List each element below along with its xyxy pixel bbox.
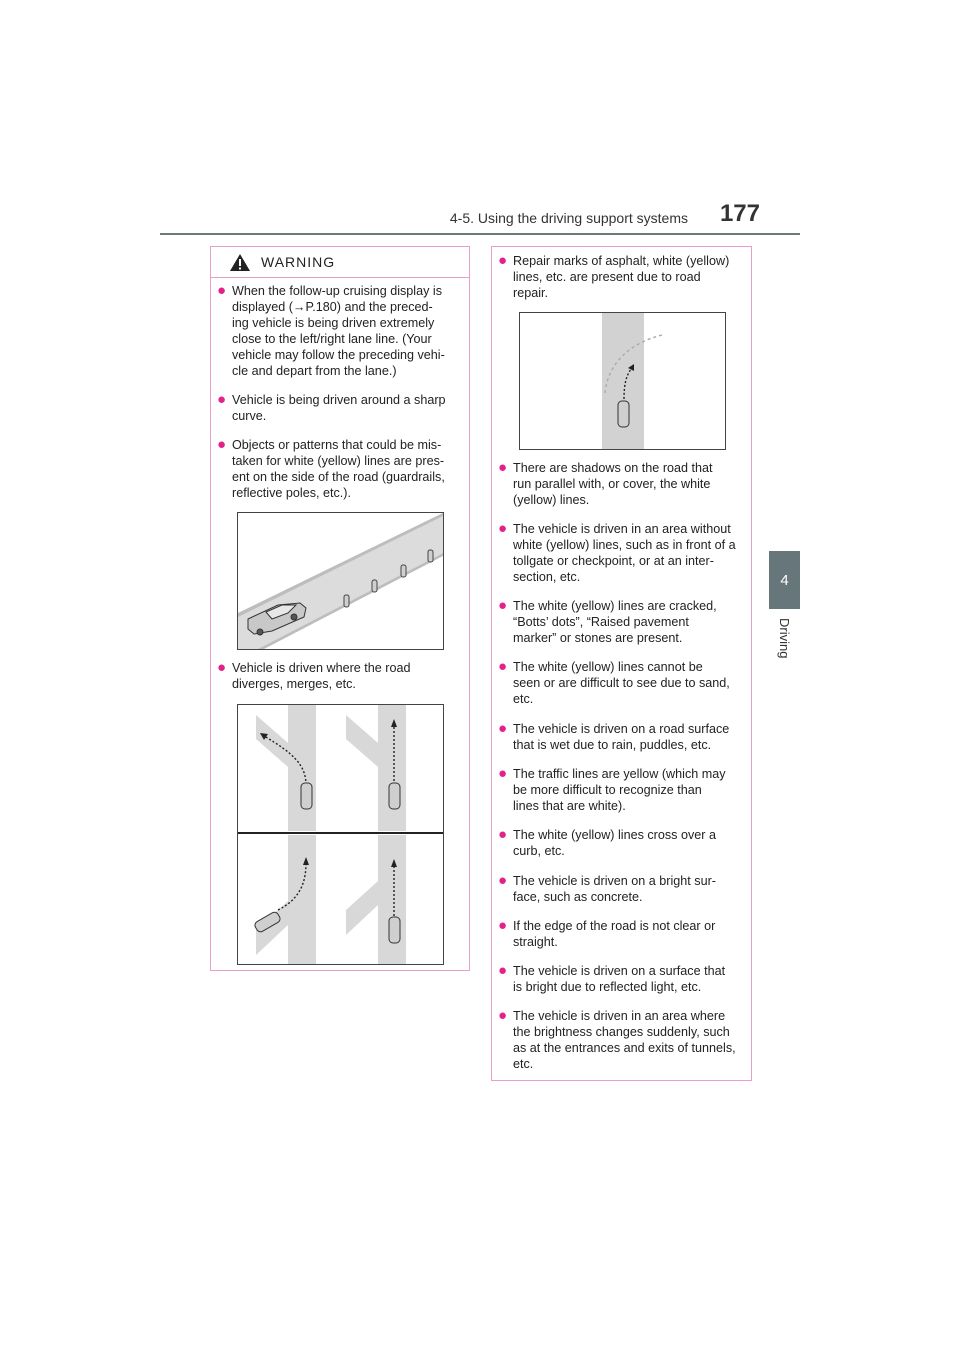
reflective-poles-figure: [237, 512, 444, 650]
car-icon: [618, 401, 629, 427]
condition-item-text: The white (yellow) lines cannot be seen or are difficult to see due to sand, etc.: [513, 660, 730, 706]
condition-item: [498, 721, 748, 753]
condition-item-text: The white (yellow) lines cross over a curb, etc.: [513, 828, 716, 858]
repair-marks-figure: [519, 312, 726, 450]
condition-item-text: If the edge of the road is not clear or straight.: [513, 919, 716, 949]
condition-item: [498, 460, 748, 508]
bullet-icon: ●: [498, 826, 508, 843]
condition-item: [498, 253, 748, 301]
condition-item: [498, 963, 748, 995]
condition-item-text: The vehicle is driven in an area without white (yellow) lines, such as in front of a tollgate or checkpoint, or at an inter- section, etc.: [513, 522, 736, 584]
page-number: 177: [719, 200, 760, 227]
bullet-icon: ●: [498, 962, 508, 979]
warning-item-text: Objects or patterns that could be mis- taken for white (yellow) lines are pres- ent on the side of the road (guardrails, reflective poles, etc.).: [232, 438, 445, 500]
condition-item: [498, 918, 748, 950]
condition-item-text: The vehicle is driven on a road surface that is wet due to rain, puddles, etc.: [513, 722, 730, 752]
chapter-tab: [769, 551, 800, 609]
chapter-label: Driving: [777, 618, 792, 659]
condition-item: [498, 659, 748, 707]
condition-item-text: The vehicle is driven on a bright sur- face, such as concrete.: [513, 874, 716, 904]
condition-item-text: The vehicle is driven in an area where the brightness changes suddenly, such as at the entrances and exits of tunnels, etc.: [513, 1009, 736, 1071]
warning-triangle-icon: [229, 253, 251, 272]
warning-item: [217, 437, 467, 501]
chapter-label-box: [776, 618, 792, 668]
warning-item: [217, 660, 467, 692]
bullet-icon: ●: [498, 252, 508, 269]
warning-item: [217, 392, 467, 424]
warning-item: [217, 283, 467, 379]
conditions-box: [491, 246, 752, 1081]
bullet-icon: ●: [498, 597, 508, 614]
section-title: 4-5. Using the driving support systems: [449, 210, 688, 226]
condition-item: [498, 1008, 748, 1072]
bullet-icon: ●: [498, 520, 508, 537]
warning-header: [211, 247, 469, 278]
bullet-icon: ●: [498, 917, 508, 934]
condition-item-text: The white (yellow) lines are cracked, “Botts’ dots”, “Raised pavement marker” or stones are present.: [513, 599, 717, 645]
diverge-merge-figure: [237, 704, 444, 965]
condition-item-text: There are shadows on the road that run parallel with, or cover, the white (yellow) lines.: [513, 461, 713, 507]
condition-item: [498, 521, 748, 585]
bullet-icon: ●: [498, 872, 508, 889]
chapter-number: 4: [780, 572, 789, 589]
condition-item: [498, 827, 748, 859]
warning-box: [210, 246, 470, 971]
bullet-icon: ●: [498, 658, 508, 675]
bullet-icon: ●: [498, 459, 508, 476]
condition-item-text: The vehicle is driven on a surface that is bright due to reflected light, etc.: [513, 964, 726, 994]
header-rule: [160, 233, 800, 235]
bullet-icon: ●: [217, 436, 227, 453]
bullet-icon: ●: [217, 391, 227, 408]
condition-item-text: The traffic lines are yellow (which may be more difficult to recognize than lines that are white).: [513, 767, 726, 813]
bullet-icon: ●: [498, 765, 508, 782]
warning-title: WARNING: [261, 254, 336, 270]
bullet-icon: ●: [217, 659, 227, 676]
bullet-icon: ●: [217, 282, 227, 299]
warning-item-text: When the follow-up cruising display is displayed (→P.180) and the preced- ing vehicle is being driven extremely close to the left/right lane line. (Your vehicle may follow the preceding vehi- cle and depart from the lane.): [232, 284, 445, 378]
bullet-icon: ●: [498, 720, 508, 737]
warning-item-text: Vehicle is driven where the road diverges, merges, etc.: [232, 661, 411, 691]
warning-item-text: Vehicle is being driven around a sharp curve.: [232, 393, 446, 423]
page-header: [160, 196, 800, 236]
condition-item-text: Repair marks of asphalt, white (yellow) lines, etc. are present due to road repair.: [513, 254, 730, 300]
condition-item: [498, 873, 748, 905]
condition-item: [498, 598, 748, 646]
condition-item: [498, 766, 748, 814]
bullet-icon: ●: [498, 1007, 508, 1024]
